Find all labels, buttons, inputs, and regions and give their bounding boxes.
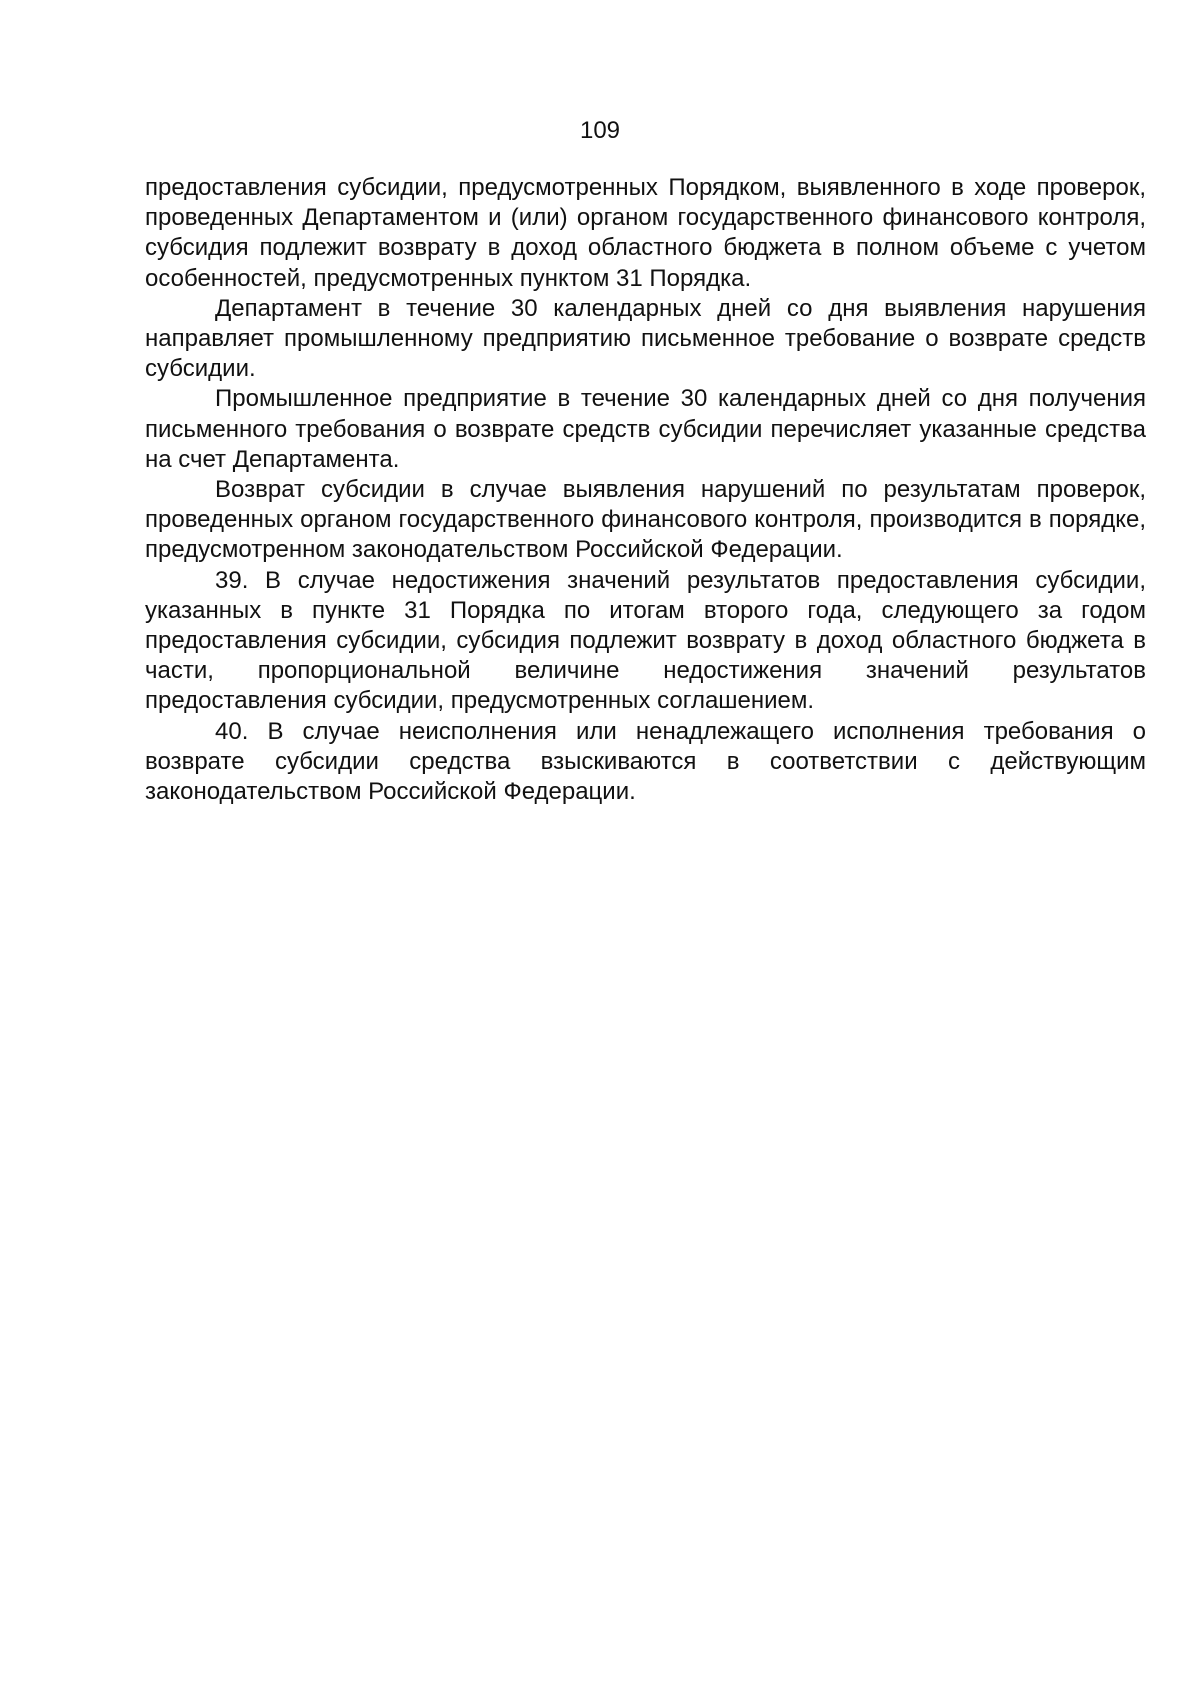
paragraph-item-39: 39. В случае недостижения значений результатов предоставления субсидии, указанных в пункте 31 Порядка по итогам второго года, следующего за годом предоставления субсидии, субсидия подлежит возврату в доход областного бюджета в части, пропорциональной величине недостижения значений результатов предоставления субсидии, предусмотренных соглашением. (145, 566, 1146, 715)
page-number: 109 (579, 117, 621, 144)
paragraph-continuation: предоставления субсидии, предусмотренных Порядком, выявленного в ходе проверок, проведенных Департаментом и (или) органом государственного финансового контроля, субсидия подлежит возврату в доход областного бюджета в полном объеме с учетом особенностей, предусмотренных пунктом 31 Порядка. (145, 174, 1146, 292)
paragraph-refund-procedure: Возврат субсидии в случае выявления нарушений по результатам проверок, проведенных органом государственного финансового контроля, производится в порядке, предусмотренном законодательством Российской Федерации. (145, 476, 1146, 564)
paragraph-item-40: 40. В случае неисполнения или ненадлежащего исполнения требования о возврате субсидии средства взыскиваются в соответствии с действующим законодательством Российской Федерации. (145, 717, 1146, 806)
paragraph-department-notice: Департамент в течение 30 календарных дней со дня выявления нарушения направляет промышленному предприятию письменное требование о возврате средств субсидии. (145, 294, 1146, 383)
paragraph-enterprise-transfer: Промышленное предприятие в течение 30 календарных дней со дня получения письменного требования о возврате средств субсидии перечисляет указанные средства на счет Департамента. (145, 385, 1146, 473)
document-body (145, 173, 1146, 807)
